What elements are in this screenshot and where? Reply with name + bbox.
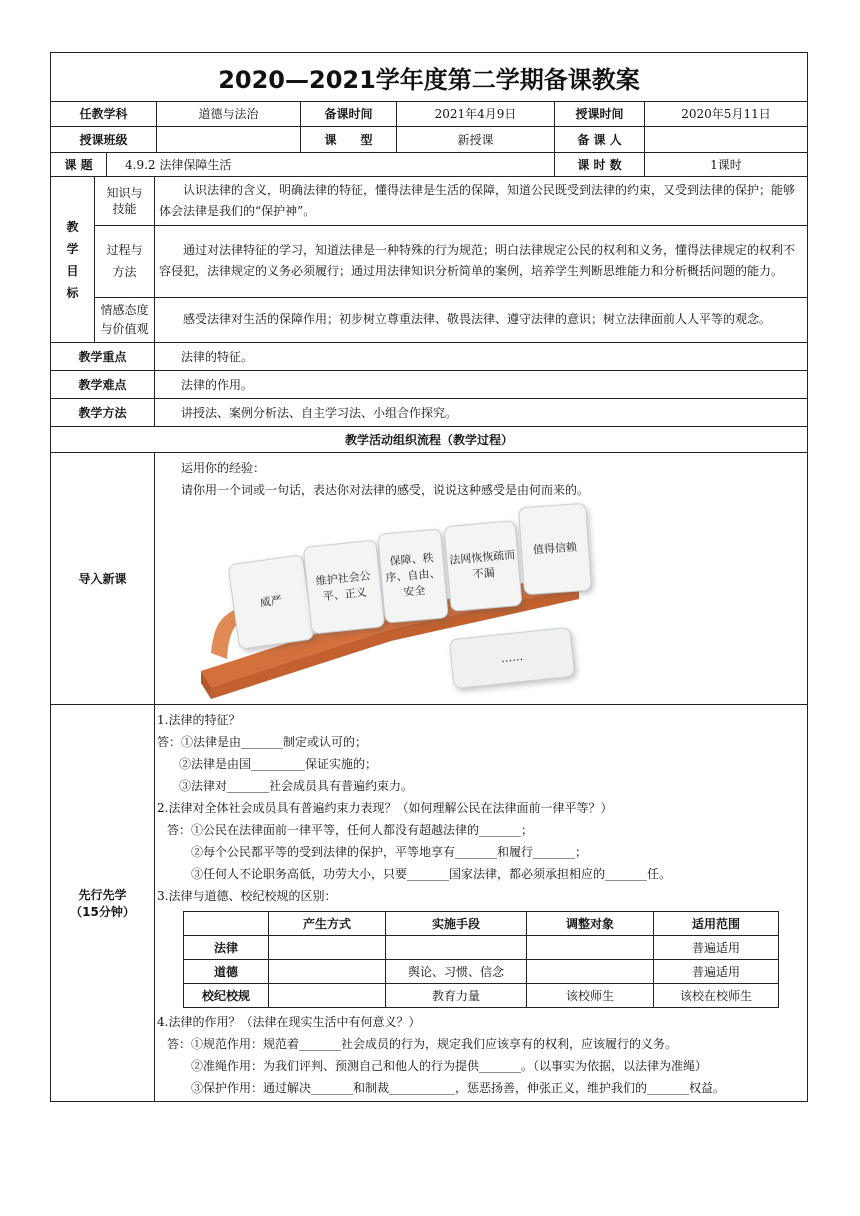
focus-label: 教学重点: [51, 343, 155, 370]
table-row: 道德 舆论、习惯、信念 普遍适用: [184, 960, 779, 984]
comparison-table: [183, 911, 779, 1008]
prestudy-line-12: ②准绳作用：为我们评判、预测自己和他人的行为提供_______。（以事实为依据，以法律为准绳）: [191, 1059, 708, 1073]
page-title: 2020—2021学年度第二学期备课教案: [51, 53, 807, 102]
prestudy-line-9: 3.法律与道德、校纪校规的区别：: [157, 889, 337, 903]
prestudy-line-4: ③法律对_______社会成员具有普遍约束力。: [179, 779, 414, 793]
feeling-card-1: 威严: [227, 554, 314, 650]
feeling-card-6: ……: [449, 627, 576, 689]
intro-label: 导入新课: [51, 453, 155, 704]
intro-line-1: 运用你的经验：: [181, 461, 266, 475]
preparer-value: [645, 127, 807, 152]
table-header-row: 产生方式 实施手段 调整对象 适用范围: [184, 912, 779, 936]
subject-value: 道德与法治: [157, 101, 301, 126]
header-row-1: [51, 101, 807, 127]
topic-label: 课 题: [51, 153, 107, 176]
type-label: 课 型: [301, 127, 397, 152]
process-header: 教学活动组织流程（教学过程）: [344, 433, 513, 447]
prestudy-line-10: 4.法律的作用？（法律在现实生活中有何意义？）: [157, 1015, 421, 1029]
feeling-card-3: 保障、秩序、自由、安全: [377, 528, 449, 623]
hours-value: 1课时: [710, 158, 742, 172]
lesson-plan-sheet: [50, 52, 808, 1102]
objectives-section: [51, 177, 807, 343]
table-row: 校纪校规 教育力量 该校师生 该校在校师生: [184, 984, 779, 1008]
method-label: 教学方法: [51, 399, 155, 426]
method-text: 讲授法、案例分析法、自主学习法、小组合作探究。: [181, 406, 458, 420]
prestudy-line-8: ③任何人不论职务高低，功劳大小，只要_______国家法律，都必须承担相应的_______任。: [191, 867, 672, 881]
difficulty-label: 教学难点: [51, 371, 155, 398]
process-header-row: [51, 427, 807, 453]
feelings-illustration: [171, 503, 591, 701]
objective-knowledge-text: 认识法律的含义，明确法律的特征，懂得法律是生活的保障，知道公民既受到法律的约束，又受到法律的保护；能够体会法律是我们的“保护神”。: [159, 183, 796, 218]
prep-date-label: 备课时间: [301, 101, 397, 126]
focus-text: 法律的特征。: [181, 350, 254, 364]
subject-label: 任教学科: [51, 101, 157, 126]
prestudy-line-5: 2.法律对全体社会成员具有普遍约束力表现？（如何理解公民在法律面前一律平等？）: [157, 801, 613, 815]
header-row-2: [51, 127, 807, 153]
prestudy-line-7: ②每个公民都平等的受到法律的保护，平等地享有_______和履行_______；: [191, 845, 588, 859]
teach-date-label: 授课时间: [555, 101, 645, 126]
header-row-3: [51, 153, 807, 177]
prestudy-line-2: 答：①法律是由_______制定或认可的；: [157, 735, 368, 749]
prestudy-line-1: 1.法律的特征？: [157, 713, 241, 727]
prestudy-line-11: 答：①规范作用：规范着_______社会成员的行为，规定我们应该享有的权利，应该履行的义务。: [167, 1037, 678, 1051]
topic-value: 4.9.2 法律保障生活: [107, 153, 555, 176]
prestudy-section: [51, 705, 807, 1101]
intro-line-2: 请你用一个词或一句话，表达你对法律的感受，说说这种感受是由何而来的。: [181, 483, 590, 497]
objective-attitude-text: 感受法律对生活的保障作用；初步树立尊重法律、敬畏法律、遵守法律的意识；树立法律面前人人平等的观念。: [183, 312, 772, 326]
difficulty-text: 法律的作用。: [181, 378, 254, 392]
prestudy-line-6: 答：①公民在法律面前一律平等，任何人都没有超越法律的_______；: [167, 823, 534, 837]
class-label: 授课班级: [51, 127, 157, 152]
feeling-card-2: 维护社会公平、正义: [303, 539, 386, 634]
difficulty-row: [51, 371, 807, 399]
hours-label: 课 时 数: [555, 153, 645, 176]
prep-date-value: 2021年4月9日: [397, 101, 555, 126]
objective-process: 过程与方法 通过对法律特征的学习，知道法律是一种特殊的行为规范；明白法律规定公民的权利和义务，懂得法律规定的权利不容侵犯，法律规定的义务必须履行；通过用法律知识分析简单的案例，培养学生判断思维能力和分析概括问题的能力。: [95, 225, 807, 298]
class-value: [157, 127, 301, 152]
objectives-label: 教学目标: [51, 177, 95, 342]
intro-section: [51, 453, 807, 705]
focus-row: [51, 343, 807, 371]
preparer-label: 备 课 人: [555, 127, 645, 152]
objective-process-text: 通过对法律特征的学习，知道法律是一种特殊的行为规范；明白法律规定公民的权利和义务，懂得法律规定的权利不容侵犯，法律规定的义务必须履行；通过用法律知识分析简单的案例，培养学生判断思维能力和分析概括问题的能力。: [159, 243, 796, 278]
type-value: 新授课: [397, 127, 555, 152]
teach-date-value: 2020年5月11日: [681, 107, 771, 121]
objective-knowledge: 知识与技能 认识法律的含义，明确法律的特征，懂得法律是生活的保障，知道公民既受到法律的约束，又受到法律的保护；能够体会法律是我们的“保护神”。: [95, 177, 807, 226]
prestudy-line-13: ③保护作用：通过解决_______和制裁___________，惩恶扬善，伸张正义，维护我们的_______权益。: [191, 1081, 726, 1095]
method-row: [51, 399, 807, 427]
prestudy-label: 先行先学 （15分钟）: [51, 705, 155, 1101]
table-row: 法律 普遍适用: [184, 936, 779, 960]
feeling-card-4: 法网恢恢疏而不漏: [443, 520, 522, 612]
objective-attitude: 情感态度与价值观 感受法律对生活的保障作用；初步树立尊重法律、敬畏法律、遵守法律的意识；树立法律面前人人平等的观念。: [95, 297, 807, 342]
feeling-card-5: 值得信赖: [518, 503, 592, 596]
prestudy-line-3: ②法律是由国_________保证实施的；: [179, 757, 378, 771]
